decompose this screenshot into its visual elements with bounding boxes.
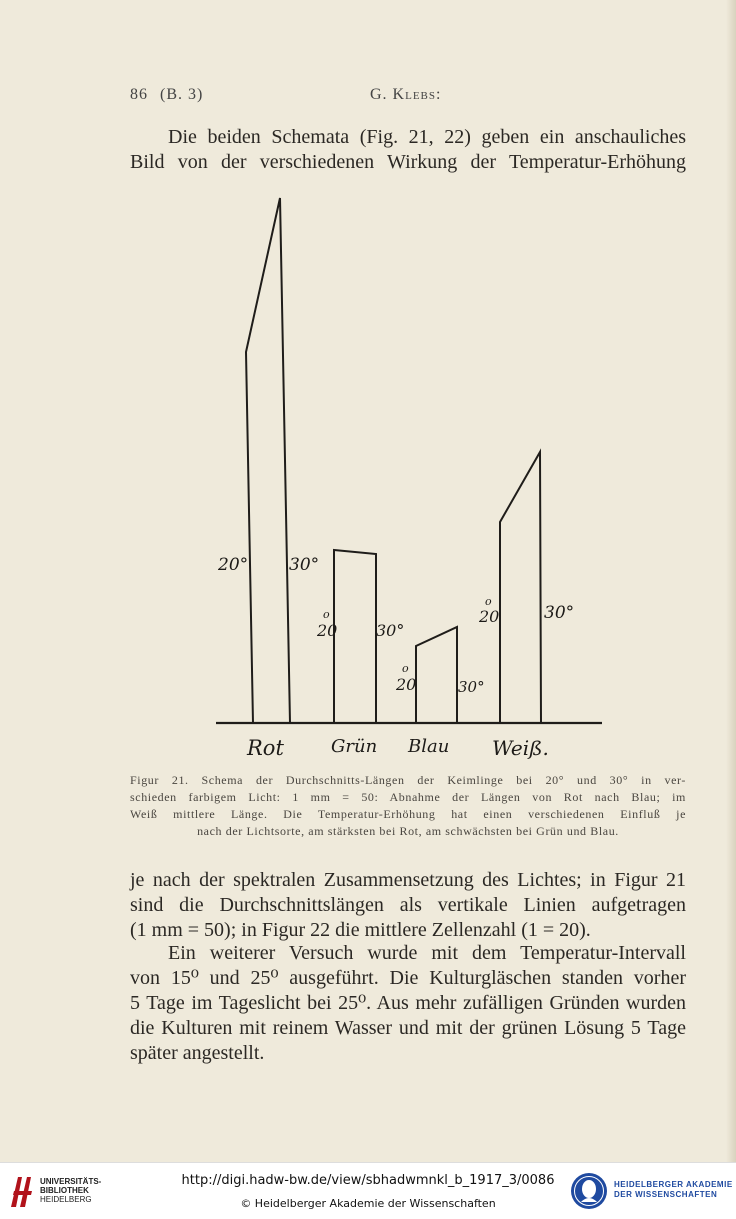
akademie-name <box>614 1180 733 1200</box>
author-name: G. Klebs: <box>370 86 442 103</box>
text-line: je nach der spektralen Zusammensetzung des Lichtes; in Figur 21 <box>130 869 686 891</box>
ub-line: UNIVERSITÄTS- <box>40 1177 102 1186</box>
footer-bar <box>0 1162 736 1219</box>
text-line: später angestellt. <box>130 1042 265 1064</box>
label-rot: Rot <box>247 736 284 760</box>
text-line: sind die Durchschnittslängen als vertikale Linien aufgetragen <box>130 894 686 916</box>
section-ref: (B. 3) <box>160 86 204 103</box>
label-blau: Blau <box>408 736 450 757</box>
text-line: 5 Tage im Tageslicht bei 25⁰. Aus mehr zufälligen Gründen wurden <box>130 992 686 1014</box>
text-line: die Kulturen mit reinem Wasser und mit der grünen Lösung 5 Tage <box>130 1017 686 1039</box>
akademie-line: DER WISSENSCHAFTEN <box>614 1190 718 1199</box>
text-line: (1 mm = 50); in Figur 22 die mittlere Zellenzahl (1 = 20). <box>130 919 591 941</box>
caption-line: Figur 21. Schema der Durchschnitts-Längen der Keimlinge bei 20° und 30° in ver- <box>130 773 686 787</box>
figure-caption <box>130 772 686 840</box>
caption-line: Weiß mittlere Länge. Die Temperatur-Erhöhung hat einen verschiedenen Einfluß je <box>130 807 686 821</box>
text-line: von 15⁰ und 25⁰ ausgeführt. Die Kulturgläschen standen vorher <box>130 967 686 989</box>
deg-mark: o <box>485 595 492 608</box>
label-rot-30: 30° <box>289 555 320 575</box>
bar-weiss <box>500 452 541 723</box>
label-weiss-20: 20 <box>479 607 500 626</box>
deg-mark: o <box>402 662 409 675</box>
label-gruen: Grün <box>331 736 378 757</box>
text-line: Ein weiterer Versuch wurde mit dem Temperatur-Intervall <box>168 942 686 964</box>
label-gruen-20: 20 <box>317 621 338 640</box>
ub-line: HEIDELBERG <box>40 1195 92 1204</box>
copyright-notice: © Heidelberger Akademie der Wissenschaften <box>240 1197 496 1210</box>
deg-mark: o <box>323 608 330 621</box>
akademie-seal-icon <box>570 1172 608 1210</box>
paragraph-1 <box>130 868 686 943</box>
bar-gruen <box>334 550 376 723</box>
label-gruen-30: 30° <box>376 621 405 640</box>
label-rot-20: 20° <box>218 555 249 575</box>
akademie-line: HEIDELBERGER AKADEMIE <box>614 1180 733 1189</box>
permalink-url[interactable]: http://digi.hadw-bw.de/view/sbhadwmnkl_b_1917_3/0086 <box>181 1173 555 1188</box>
label-blau-30: 30° <box>458 678 485 696</box>
page-number: 86 <box>130 86 148 103</box>
bar-rot <box>246 198 290 723</box>
text-line: Bild von der verschiedenen Wirkung der Temperatur-Erhöhung <box>130 151 686 173</box>
ub-line: BIBLIOTHEK <box>40 1186 89 1195</box>
label-blau-20: 20 <box>396 675 417 694</box>
caption-line: nach der Lichtsorte, am stärksten bei Rot, am schwächsten bei Grün und Blau. <box>197 824 619 838</box>
label-weiss-30: 30° <box>544 603 575 623</box>
label-weiss: Weiß. <box>492 736 549 760</box>
paragraph-2 <box>130 941 686 1066</box>
bar-blau <box>416 627 457 723</box>
caption-line: schieden farbigem Licht: 1 mm = 50: Abnahme der Längen von Rot nach Blau; im <box>130 790 686 804</box>
text-line: Die beiden Schemata (Fig. 21, 22) geben ein anschauliches <box>168 126 686 148</box>
